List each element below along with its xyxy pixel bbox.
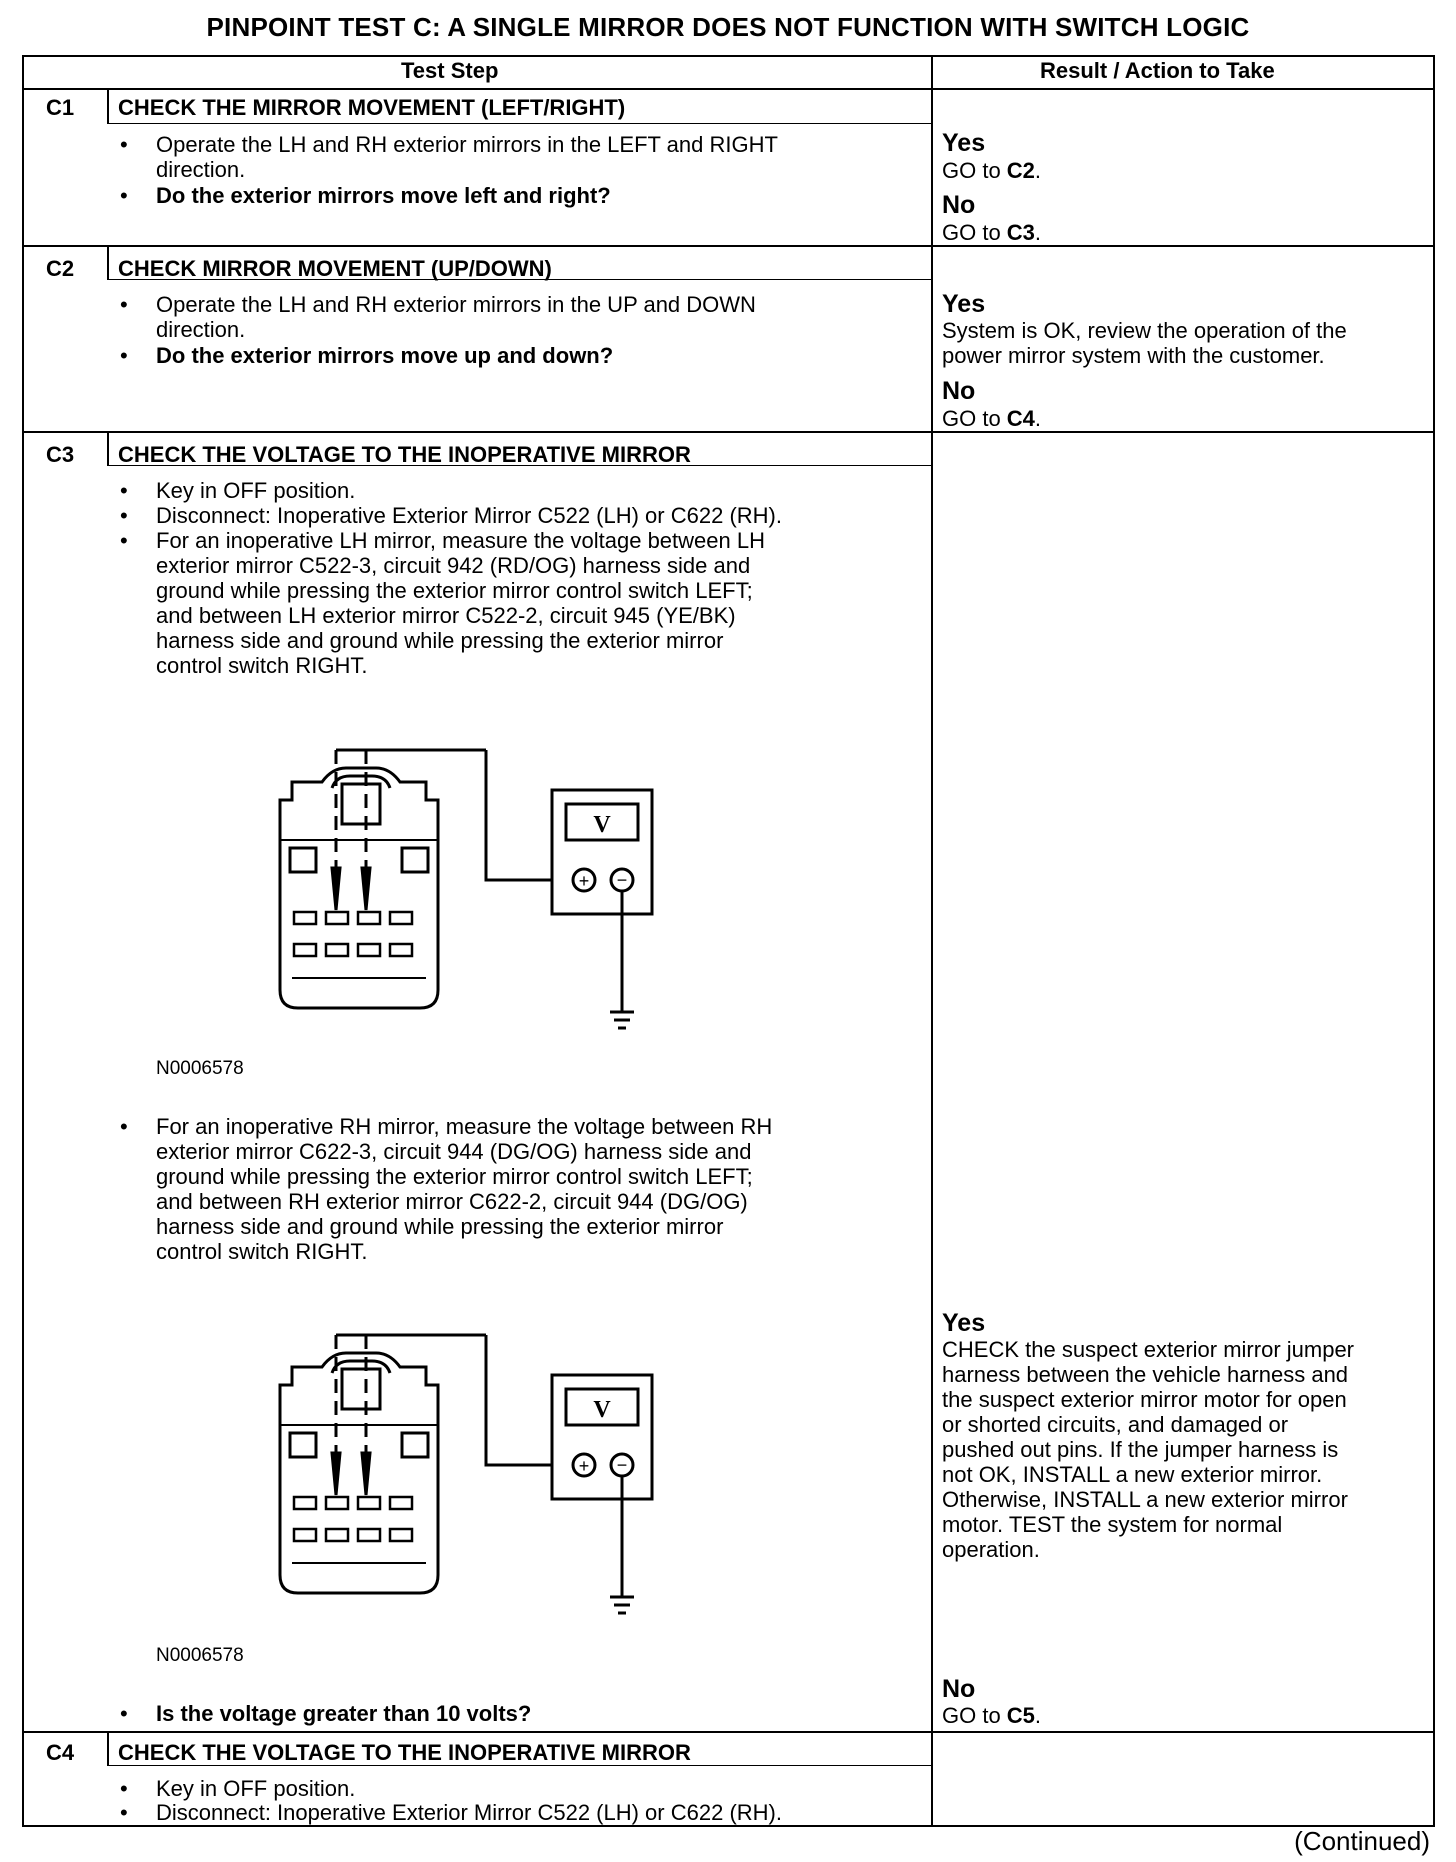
connector-window-left: [290, 848, 316, 872]
c1-no-label: No: [942, 191, 976, 219]
minus-symbol: −: [616, 1455, 628, 1475]
figure-id-1: N0006578: [156, 1058, 244, 1079]
c1-yes-action: GO to C2.: [942, 158, 1042, 183]
step-id-divider: [107, 1731, 109, 1765]
c3-question: • Is the voltage greater than 10 volts?: [120, 1701, 532, 1726]
minus-symbol: −: [616, 870, 628, 890]
c3-yes-label: Yes: [942, 1309, 986, 1337]
step-id-c1: C1: [46, 95, 75, 120]
voltmeter: [552, 790, 652, 914]
plus-symbol: +: [578, 1456, 590, 1476]
figure-id-2: N0006578: [156, 1645, 244, 1666]
step-id-divider: [107, 88, 109, 123]
connector-voltmeter-diagram-lh: [250, 740, 670, 1040]
row-divider: [24, 1731, 1433, 1733]
test-probes: [332, 750, 486, 910]
row-divider: [24, 431, 1433, 433]
step-heading-line: [107, 123, 931, 124]
c2-yes-action: System is OK, review the operation of the power mirror system with the customer.: [942, 318, 1347, 368]
c1-no-action: GO to C3.: [942, 220, 1042, 245]
step-id-divider: [107, 431, 109, 465]
test-probes: [332, 1335, 486, 1495]
header-bottom-line: [24, 88, 1433, 90]
pin-row-2: [294, 944, 412, 956]
c1-yes-label: Yes: [942, 129, 986, 157]
c4-bullet-key-off: • Key in OFF position.: [120, 1776, 356, 1801]
page-title: PINPOINT TEST C: A SINGLE MIRROR DOES NOT FUNCTION WITH SWITCH LOGIC: [206, 12, 1250, 42]
c2-no-action: GO to C4.: [942, 406, 1042, 431]
step-heading-c1: CHECK THE MIRROR MOVEMENT (LEFT/RIGHT): [118, 95, 626, 120]
connector-lock: [342, 784, 380, 824]
ground-symbol: [610, 1597, 634, 1613]
step-heading-c2: CHECK MIRROR MOVEMENT (UP/DOWN): [118, 256, 552, 281]
c1-question: • Do the exterior mirrors move left and right?: [120, 183, 611, 208]
c3-bullet-rh-measure: • For an inoperative RH mirror, measure the voltage between RH exterior mirror C622-3, circuit 944 (DG/OG) harness side and ground while pressing the exterior mirror control switch LEFT; and between RH exterior mirror C622-2, circuit 944 (DG/OG) harness side and ground while pressing the exterior mirror control switch RIGHT.: [120, 1114, 773, 1264]
connector-voltmeter-diagram-rh: [250, 1325, 670, 1625]
c3-no-label: No: [942, 1675, 976, 1703]
connector-body: [280, 1353, 438, 1593]
step-heading-c3: CHECK THE VOLTAGE TO THE INOPERATIVE MIRROR: [118, 442, 691, 467]
c4-bullet-disconnect: • Disconnect: Inoperative Exterior Mirror C522 (LH) or C622 (RH).: [120, 1800, 782, 1825]
c2-question: • Do the exterior mirrors move up and down?: [120, 343, 614, 368]
header-result: Result / Action to Take: [1040, 58, 1275, 83]
step-heading-line: [107, 1765, 931, 1766]
c1-bullet-1: • Operate the LH and RH exterior mirrors in the LEFT and RIGHT direction.: [120, 132, 778, 182]
c2-yes-label: Yes: [942, 290, 986, 318]
c3-bullet-lh-measure: • For an inoperative LH mirror, measure the voltage between LH exterior mirror C522-3, circuit 942 (RD/OG) harness side and ground while pressing the exterior mirror control switch LEFT; and between LH exterior mirror C522-2, circuit 945 (YE/BK) harness side and ground while pressing the exterior mirror control switch RIGHT.: [120, 528, 765, 678]
ground-symbol: [610, 1012, 634, 1028]
plus-symbol: +: [578, 871, 590, 891]
c3-no-action: GO to C5.: [942, 1703, 1042, 1728]
c3-yes-action: CHECK the suspect exterior mirror jumper harness between the vehicle harness and the suspect exterior mirror motor for open or shorted circuits, and damaged or pushed out pins. If the jumper harness is not OK, INSTALL a new exterior mirror. Otherwise, INSTALL a new exterior mirror motor. TEST the system for normal operation.: [942, 1337, 1355, 1562]
pin-row-1: [294, 912, 412, 924]
c3-bullet-disconnect: • Disconnect: Inoperative Exterior Mirror C522 (LH) or C622 (RH).: [120, 503, 782, 528]
step-id-c3: C3: [46, 442, 75, 467]
row-divider: [24, 245, 1433, 247]
connector-window-right: [402, 848, 428, 872]
c3-bullet-key-off: • Key in OFF position.: [120, 478, 356, 503]
step-id-divider: [107, 245, 109, 279]
continued-label: (Continued): [1294, 1826, 1430, 1856]
connector-window-left: [290, 1433, 316, 1457]
connector-lock: [342, 1369, 380, 1409]
c2-no-label: No: [942, 377, 976, 405]
header-test-step: Test Step: [401, 58, 499, 83]
step-heading-c4: CHECK THE VOLTAGE TO THE INOPERATIVE MIRROR: [118, 1740, 691, 1765]
pin-row-2: [294, 1529, 412, 1541]
pin-row-1: [294, 1497, 412, 1509]
voltmeter-symbol: V: [593, 1397, 611, 1423]
c2-bullet-1: • Operate the LH and RH exterior mirrors in the UP and DOWN direction.: [120, 292, 756, 342]
step-id-c4: C4: [46, 1740, 75, 1765]
voltmeter: [552, 1375, 652, 1499]
voltmeter-symbol: V: [593, 812, 611, 838]
column-divider: [931, 57, 933, 1825]
connector-body: [280, 768, 438, 1008]
connector-window-right: [402, 1433, 428, 1457]
step-id-c2: C2: [46, 256, 75, 281]
